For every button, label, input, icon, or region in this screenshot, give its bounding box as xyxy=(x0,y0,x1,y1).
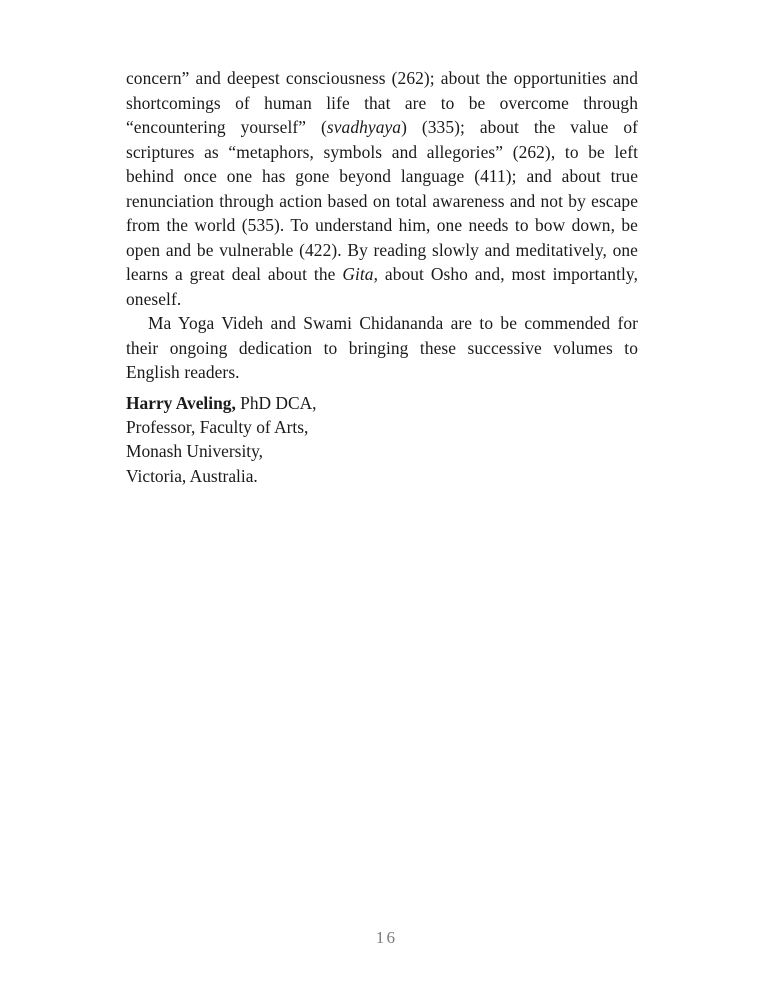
paragraph-text-segment-3: , about Osho and, most importantly, oneself. xyxy=(126,264,639,309)
page-number: 16 xyxy=(375,928,398,947)
author-signature-block xyxy=(126,391,586,488)
italic-title-gita: Gita xyxy=(342,264,374,284)
paragraph-acknowledgement: Ma Yoga Videh and Swami Chidananda are to be commended for their ongoing dedication to bringing these successive volumes to English readers. xyxy=(126,313,638,382)
paragraph-text-segment-1: concern” and deepest consciousness (262); about the opportunities and shortcomings of human life that are to be overcome through “encountering yourself” ( xyxy=(126,68,638,137)
author-credentials: PhD DCA, xyxy=(235,393,317,413)
paragraph-review-continuation xyxy=(126,66,638,311)
signature-line-location: Victoria, Australia. xyxy=(126,465,258,486)
author-name: Harry Aveling, xyxy=(126,393,236,413)
signature-line-institution: Monash University, xyxy=(126,441,264,462)
italic-term-svadhyaya: svadhyaya xyxy=(326,117,402,137)
body-text-column xyxy=(126,66,638,385)
signature-line-name-credentials xyxy=(126,391,586,415)
signature-line-position: Professor, Faculty of Arts, xyxy=(126,417,309,438)
paragraph-text-segment-2: ) (335); about the value of scriptures as “metaphors, symbols and allegories” (262), to be left behind once one has gone beyond language (411); and about true renunciation through action based on total awareness and not by escape from the world (535). To understand him, one needs to bow down, be open and be vulnerable (422). By reading slowly and meditatively, one learns a great deal about the xyxy=(126,117,639,284)
